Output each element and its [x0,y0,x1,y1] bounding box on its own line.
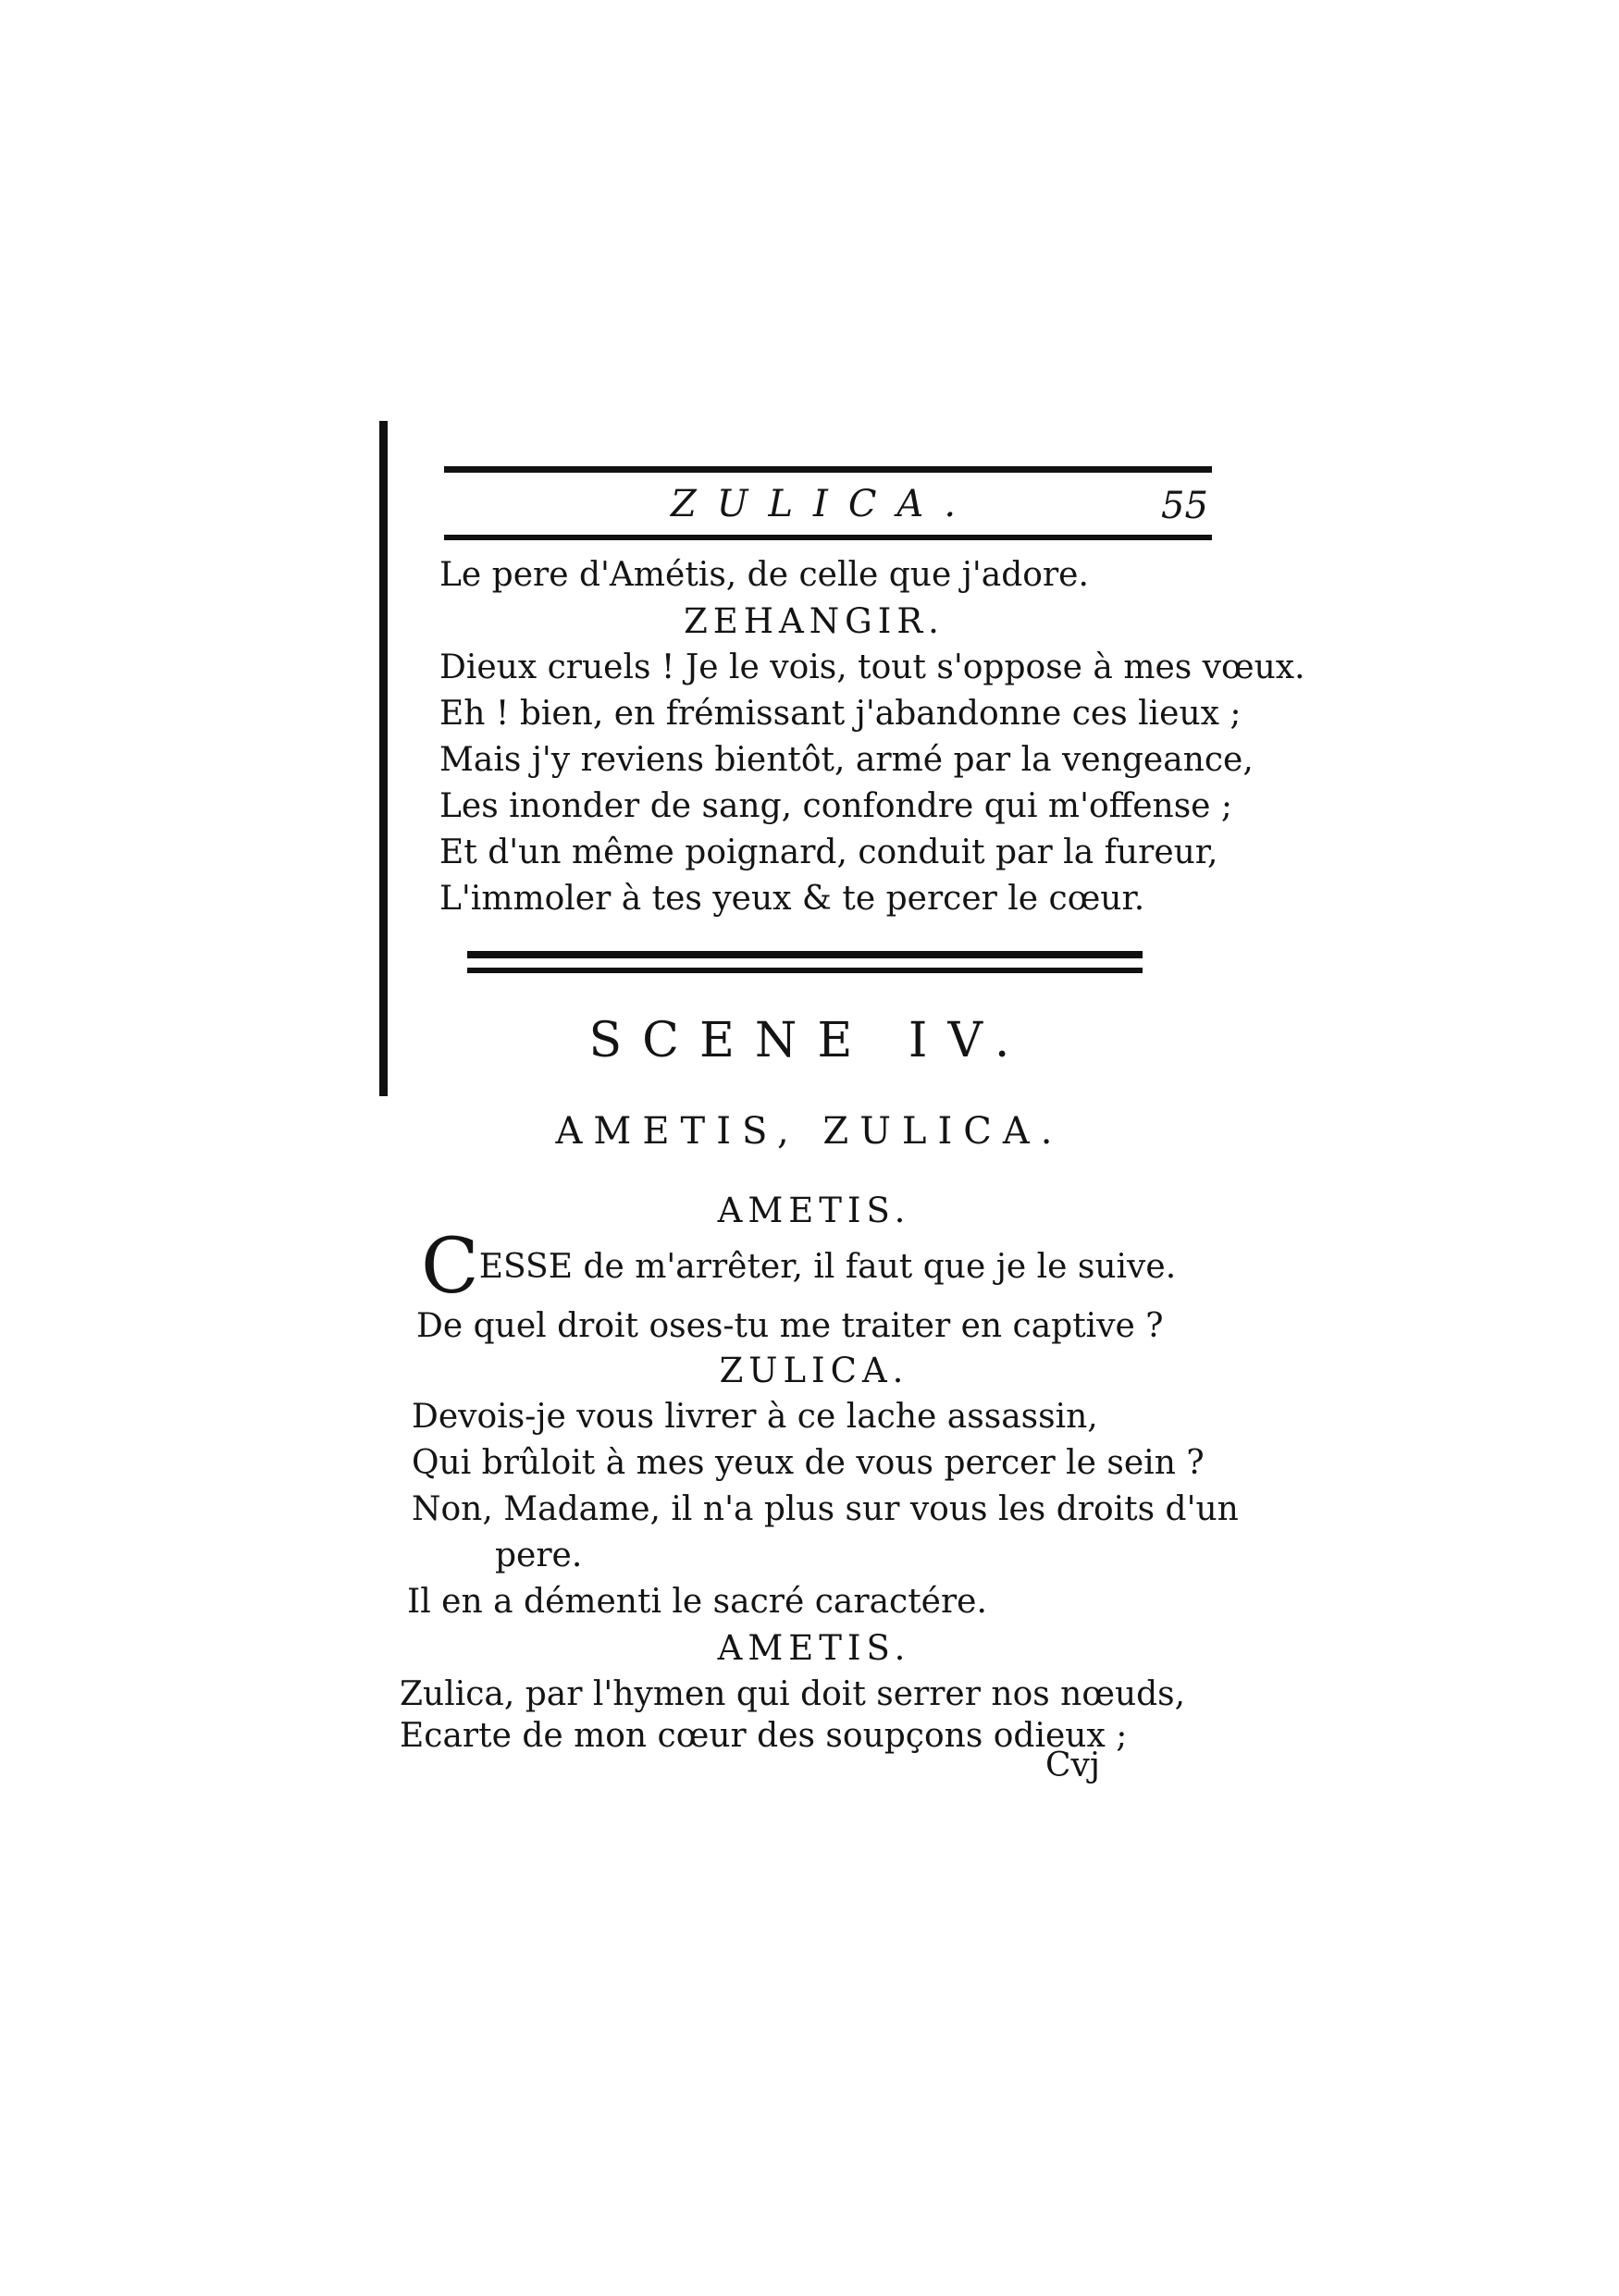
verse-line: Ecarte de mon cœur des soupçons odieux ; [400,1717,1128,1755]
verse-line-continuation: pere. [495,1537,583,1574]
catchword-signature: Cvj [1045,1747,1101,1784]
speaker-name: AMETIS. [717,1628,911,1668]
running-title: ZULICA. [670,483,977,525]
verse-line: L'immoler à tes yeux & te percer le cœur. [439,880,1145,918]
scene-title: SCENE IV. [588,1013,1031,1068]
scene-characters: AMETIS, ZULICA. [555,1110,1064,1153]
verse-line: Mais j'y reviens bientôt, armé par la vengeance, [439,741,1254,779]
scene-divider-rule [467,968,1143,973]
verse-line: Qui brûloit à mes yeux de vous percer le sein ? [412,1444,1205,1482]
verse-line: ESSE de m'arrêter, il faut que je le suive. [478,1248,1177,1286]
margin-bar [379,421,388,1096]
scene-divider-rule [467,951,1143,958]
dropcap-line [421,1223,1177,1311]
verse-line: Devois-je vous livrer à ce lache assassin, [412,1398,1098,1436]
speaker-name: ZULICA. [719,1351,909,1390]
verse-line: De quel droit oses-tu me traiter en captive ? [416,1307,1164,1345]
verse-line: Non, Madame, il n'a plus sur vous les droits d'un [412,1490,1239,1528]
page-number: 55 [1161,485,1208,527]
speaker-name: ZEHANGIR. [684,601,945,641]
verse-line: Dieux cruels ! Je le vois, tout s'oppose à mes vœux. [439,648,1305,686]
verse-line: Zulica, par l'hymen qui doit serrer nos nœuds, [400,1675,1186,1713]
header-rule-bottom [444,535,1212,540]
drop-cap: C [421,1223,479,1311]
header-rule-top [444,466,1212,473]
verse-line: Les inonder de sang, confondre qui m'offense ; [439,787,1233,825]
verse-line: Le pere d'Amétis, de celle que j'adore. [439,556,1089,594]
verse-line: Il en a démenti le sacré caractére. [407,1583,987,1621]
speaker-name: AMETIS. [717,1191,911,1230]
verse-line: Eh ! bien, en frémissant j'abandonne ces lieux ; [439,695,1242,733]
verse-line: Et d'un même poignard, conduit par la fureur, [439,833,1218,871]
